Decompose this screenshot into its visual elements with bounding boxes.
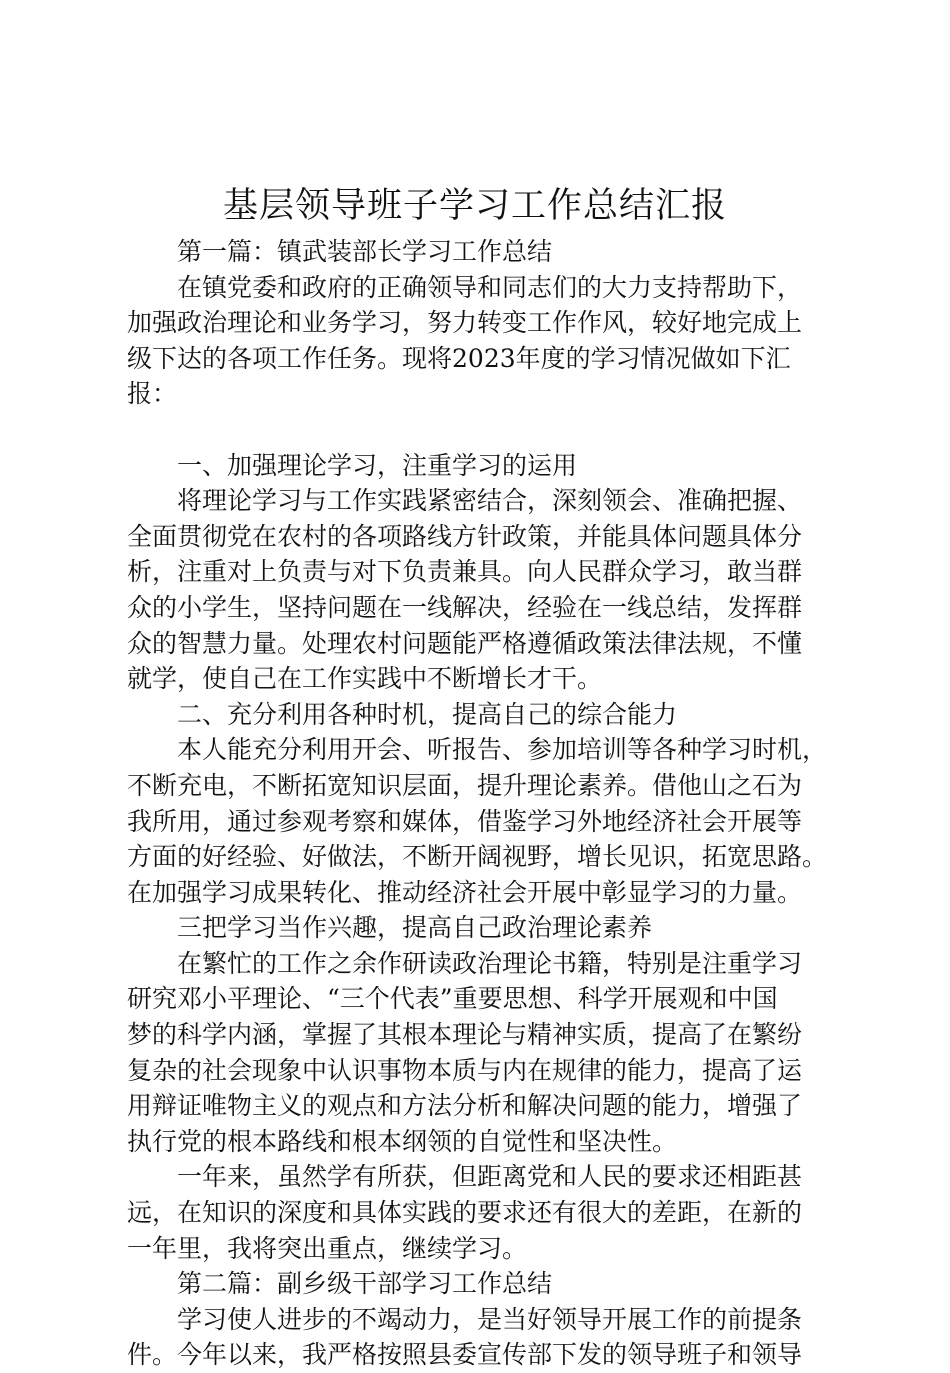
paragraph-line: 一年里，我将突出重点，继续学习。 — [127, 1233, 528, 1263]
paragraph-first-line: 一年来，虽然学有所获，但距离党和人民的要求还相距甚 — [177, 1162, 803, 1192]
paragraph-line: 远，在知识的深度和具体实践的要求还有很大的差距，在新的 — [127, 1198, 803, 1228]
paragraph-first-line: 学习使人进步的不竭动力，是当好领导开展工作的前提条 — [177, 1304, 803, 1334]
document-body — [127, 234, 839, 1373]
paragraph-line: 众的智慧力量。处理农村问题能严格遵循政策法律法规，不懂 — [127, 628, 803, 658]
paragraph-line: 执行党的根本路线和根本纲领的自觉性和坚决性。 — [127, 1126, 678, 1156]
document-title: 基层领导班子学习工作总结汇报 — [222, 186, 727, 226]
paragraph-line: 在加强学习成果转化、推动经济社会开展中彰显学习的力量。 — [127, 877, 803, 907]
paragraph-line: 用辩证唯物主义的观点和方法分析和解决问题的能力，增强了 — [127, 1091, 803, 1121]
section-heading: 第二篇：副乡级干部学习工作总结 — [177, 1269, 553, 1299]
paragraph-line: 级下达的各项工作任务。现将2023年度的学习情况做如下汇报： — [127, 343, 791, 409]
section-heading: 一、加强理论学习，注重学习的运用 — [177, 450, 578, 480]
paragraph-first-line: 在繁忙的工作之余作研读政治理论书籍，特别是注重学习 — [177, 948, 803, 978]
section-heading: 二、充分利用各种时机，提高自己的综合能力 — [177, 699, 678, 729]
paragraph-line: 我所用，通过参观考察和媒体，借鉴学习外地经济社会开展等 — [127, 806, 803, 836]
paragraph-first-line: 在镇党委和政府的正确领导和同志们的大力支持帮助下， — [177, 272, 803, 302]
paragraph-line: 加强政治理论和业务学习，努力转变工作作风，较好地完成上 — [127, 308, 803, 338]
paragraph-first-line: 将理论学习与工作实践紧密结合，深刻领会、准确把握、 — [177, 486, 803, 516]
paragraph-line: 析，注重对上负责与对下负责兼具。向人民群众学习，敢当群 — [127, 557, 803, 587]
paragraph-line: 梦的科学内涵，掌握了其根本理论与精神实质，提高了在繁纷 — [127, 1020, 803, 1050]
paragraph-line: 全面贯彻党在农村的各项路线方针政策，并能具体问题具体分 — [127, 521, 803, 551]
paragraph-line: 众的小学生，坚持问题在一线解决，经验在一线总结，发挥群 — [127, 592, 803, 622]
paragraph-first-line: 本人能充分利用开会、听报告、参加培训等各种学习时机， — [177, 735, 828, 765]
paragraph-line: 件。今年以来，我严格按照县委宣传部下发的领导班子和领导 — [127, 1340, 803, 1370]
section-heading: 第一篇：镇武装部长学习工作总结 — [177, 237, 553, 266]
paragraph-line: 不断充电，不断拓宽知识层面，提升理论素养。借他山之石为 — [127, 770, 803, 800]
section-heading: 三把学习当作兴趣，提高自己政治理论素养 — [177, 913, 653, 943]
blank-line — [127, 412, 839, 448]
paragraph-line: 方面的好经验、好做法，不断开阔视野，增长见识，拓宽思路。 — [127, 842, 828, 872]
paragraph-line: 复杂的社会现象中认识事物本质与内在规律的能力，提高了运 — [127, 1055, 803, 1085]
paragraph-line: 研究邓小平理论、“三个代表”重要思想、科学开展观和中国 — [127, 984, 778, 1014]
paragraph-line: 就学，使自己在工作实践中不断增长才干。 — [127, 664, 603, 694]
